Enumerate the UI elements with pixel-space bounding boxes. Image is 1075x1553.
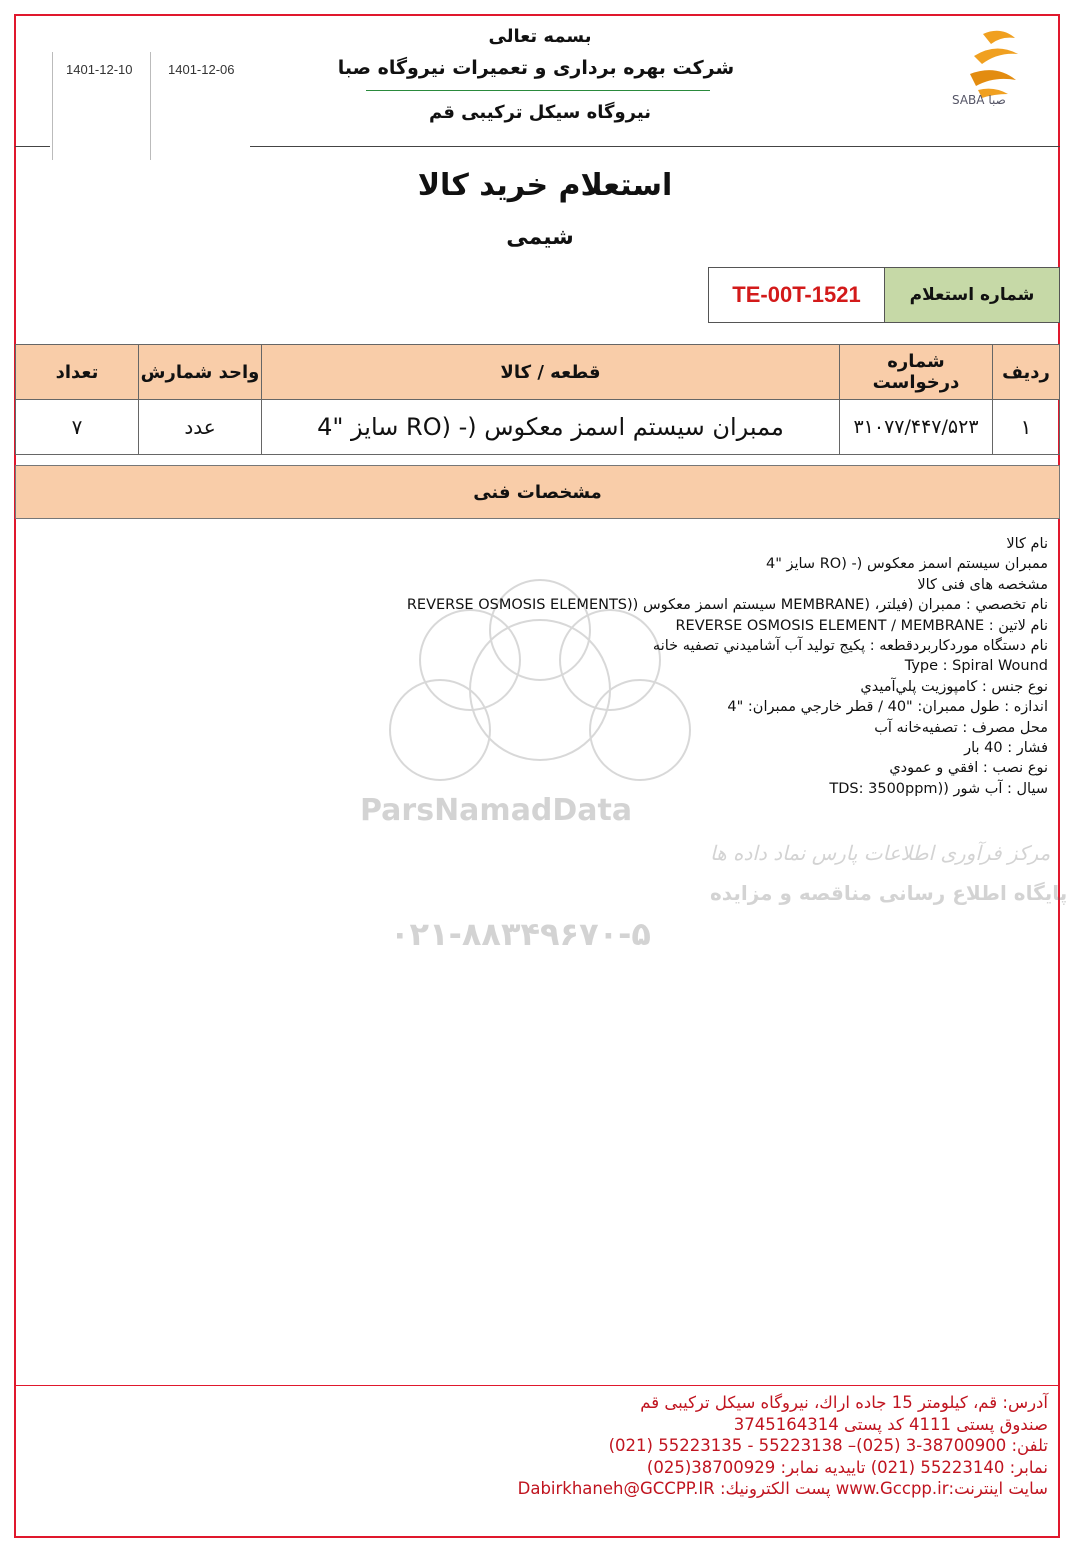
spec-line: محل مصرف : تصفیه‌خانه آب [874, 719, 1048, 736]
date-divider-mid [150, 52, 151, 160]
table-row [16, 400, 1060, 455]
page-subtitle: شیمی [506, 225, 574, 250]
spec-line: نام دستگاه موردکاربردقطعه : پکیج تولید آب آشامیدني تصفیه خانه [652, 638, 1048, 655]
spec-line: نام کالا [1006, 536, 1048, 552]
spec-line: نام لاتین : REVERSE OSMOSIS ELEMENT / MEMBRANE [675, 617, 1048, 634]
col-qty: تعداد [16, 345, 139, 400]
items-table [15, 344, 1060, 455]
logo-text: SABA صبا [952, 93, 1006, 107]
bismillah: بسمه تعالی [488, 26, 592, 47]
inquiry-number-box [708, 267, 1060, 323]
col-unit: واحد شمارش [139, 345, 262, 400]
date-1: 1401-12-10 [66, 62, 133, 77]
spec-line: نام تخصصي : ممبران (فیلتر، (MEMBRANE سیستم اسمز معکوس ((REVERSE OSMOSIS ELEMENTS [406, 597, 1048, 614]
date-divider-left [52, 52, 53, 160]
spec-line: سیال : آب شور ((TDS: 3500ppm [829, 780, 1048, 797]
cell-request-no: ۳۱۰۷۷/۴۴۷/۵۲۳ [840, 400, 993, 455]
cell-item: ممبران سیستم اسمز معکوس (- (RO سایز "4 [262, 400, 840, 455]
cell-row-no: ۱ [993, 400, 1060, 455]
spec-section-title: مشخصات فنی [15, 465, 1060, 519]
footer-contact [348, 1392, 1048, 1500]
spec-line: مشخصه های فنی کالا [917, 576, 1048, 593]
spec-line: Type : Spiral Wound [904, 658, 1048, 675]
spec-line: اندازه : طول ممبران: "40 / قطر خارجي ممبران: "4 [727, 699, 1048, 716]
spec-text [288, 534, 1048, 799]
cell-unit: عدد [139, 400, 262, 455]
spec-line: ممبران سیستم اسمز معکوس (- (RO سایز "4 [765, 556, 1048, 573]
header-rule-right [250, 146, 1060, 147]
watermark-line2: پایگاه اطلاع رسانی مناقصه و مزایده [710, 881, 1068, 905]
date-2: 1401-12-06 [168, 62, 235, 77]
inquiry-number-value: TE-00T-1521 [732, 282, 861, 307]
header-rule-left [15, 146, 50, 147]
spec-line: نوع نصب : افقي و عمودي [889, 760, 1048, 777]
watermark-phone: ۰۲۱-۸۸۳۴۹۶۷۰-۵ [390, 915, 651, 953]
watermark-line1: مرکز فرآوری اطلاعات پارس نماد داده ها [710, 841, 1051, 865]
spec-line: نوع جنس : کامپوزیت پلي‌آمیدي [860, 678, 1048, 695]
cell-qty: ۷ [16, 400, 139, 455]
plant-name: نیروگاه سیکل ترکیبی قم [429, 102, 651, 123]
page-title: استعلام خرید کالا [417, 168, 673, 203]
footer-fax: نمابر: 55223140 (021) تاییدیه نمابر: 38700929(025) [646, 1457, 1048, 1477]
col-request-no: شماره درخواست [840, 345, 993, 400]
saba-logo [938, 22, 1048, 120]
inquiry-number-label: شماره استعلام [884, 268, 1059, 322]
col-row-no: ردیف [993, 345, 1060, 400]
items-table-header [16, 345, 1060, 400]
footer-rule [15, 1385, 1060, 1386]
spec-line: فشار : 40 بار [964, 740, 1048, 757]
header-underline [366, 90, 710, 91]
footer-phone: تلفن: 38700900-3 (025)– 55223138 - 55223135 (021) [608, 1436, 1048, 1455]
watermark-brand: ParsNamadData [360, 793, 633, 828]
footer-address: آدرس: قم، کیلومتر 15 جاده اراك، نیروگاه سیکل ترکیبی قم [640, 1393, 1048, 1412]
footer-postbox: صندوق پستی 4111 کد پستی 3745164314 [733, 1414, 1048, 1434]
footer-web-email: سایت اینترنت:www.Gccpp.ir پست الکترونیك: Dabirkhaneh@GCCPP.IR [517, 1479, 1048, 1498]
company-name: شرکت بهره برداری و تعمیرات نیروگاه صبا [337, 57, 735, 79]
col-item: قطعه / کالا [262, 345, 840, 400]
